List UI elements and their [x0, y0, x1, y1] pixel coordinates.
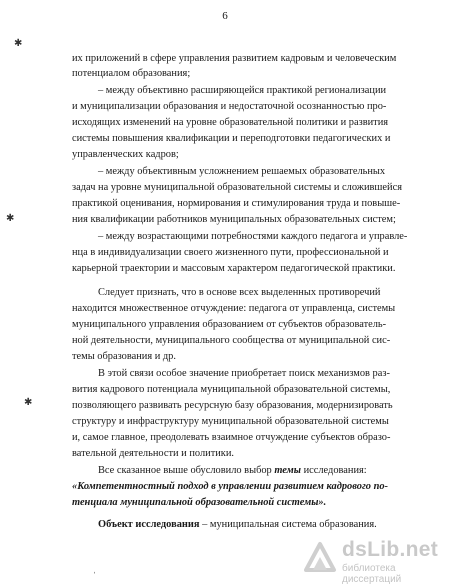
watermark-brand: dsLib.net	[342, 538, 439, 561]
text-line: нца в индивидуализации своего жизненного пути, профессиональной и	[72, 247, 389, 258]
emphasis-run: Объект исследования	[98, 519, 200, 530]
text-line: муниципального управления образованием от субъектов образователь-	[72, 319, 387, 330]
text-line: структуру и инфраструктуру муниципальной образовательной системы	[72, 416, 389, 427]
margin-mark: ✱	[14, 38, 23, 49]
page-number: 6	[222, 10, 228, 22]
text-line: – между объективным усложнением решаемых образовательных	[98, 166, 386, 177]
text-line: исходящих изменений на уровне образовательной политики и развития	[72, 117, 389, 128]
text-run: – муниципальная система образования.	[199, 519, 377, 530]
text-line: управленческих кадров;	[72, 149, 179, 160]
ds-logo-icon	[300, 540, 340, 576]
text-run: исследования:	[300, 465, 367, 476]
text-line: их приложений в сфере управления развитием кадровым и человеческим	[72, 53, 397, 64]
text-line: практикой оценивания, нормирования и стимулирования труда и повыше-	[72, 198, 401, 209]
text-line: находится множественное отчуждение: педагога от управленца, системы	[72, 303, 396, 314]
text-line: «Компетентностный подход в управлении развитием кадрового по-	[72, 481, 389, 492]
text-run: Все сказанное выше обусловило выбор	[98, 465, 275, 476]
text-line: ния квалификации работников муниципальных образовательных систем;	[72, 214, 396, 225]
margin-mark: ✱	[24, 397, 33, 408]
text-line: тенциала муниципальной образовательной системы».	[72, 497, 327, 508]
text-line: позволяющего развивать ресурсную базу образования, модернизировать	[72, 400, 393, 411]
text-line: ной деятельности, муниципального сообщества от муниципальной сис-	[72, 335, 391, 346]
emphasis-run: темы	[274, 465, 301, 476]
text-line: и, самое главное, преодолевать взаимное отчуждение субъектов образо-	[72, 432, 391, 443]
text-line: – между объективно расширяющейся практикой регионализации	[98, 85, 387, 96]
text-line: системы повышения квалификации и переподготовки педагогических и	[72, 133, 391, 144]
text-line: темы образования и др.	[72, 351, 176, 362]
text-line: карьерной траектории и массовым характером педагогической практики.	[72, 263, 396, 274]
text-line: вательной деятельности и политики.	[72, 448, 235, 459]
text-line: и муниципализации образования и недостаточной осознанностью про-	[72, 101, 387, 112]
text-line: потенциалом образования;	[72, 68, 191, 79]
margin-mark: ˌ	[93, 563, 97, 574]
text-line: вития кадрового потенциала муниципальной образовательной системы,	[72, 384, 391, 395]
text-line: задач на уровне муниципальной образовательной системы и сложившейся	[72, 182, 402, 193]
text-line	[98, 518, 377, 532]
watermark-subtitle: библиотека диссертаций	[342, 563, 402, 585]
margin-mark: ✱	[6, 213, 15, 224]
text-line	[98, 464, 367, 478]
text-line: В этой связи особое значение приобретает поиск механизмов раз-	[98, 368, 390, 379]
text-line: – между возрастающими потребностями каждого педагога и управле-	[98, 231, 408, 242]
text-line: Следует признать, что в основе всех выделенных противоречий	[98, 287, 381, 298]
watermark	[300, 538, 450, 585]
